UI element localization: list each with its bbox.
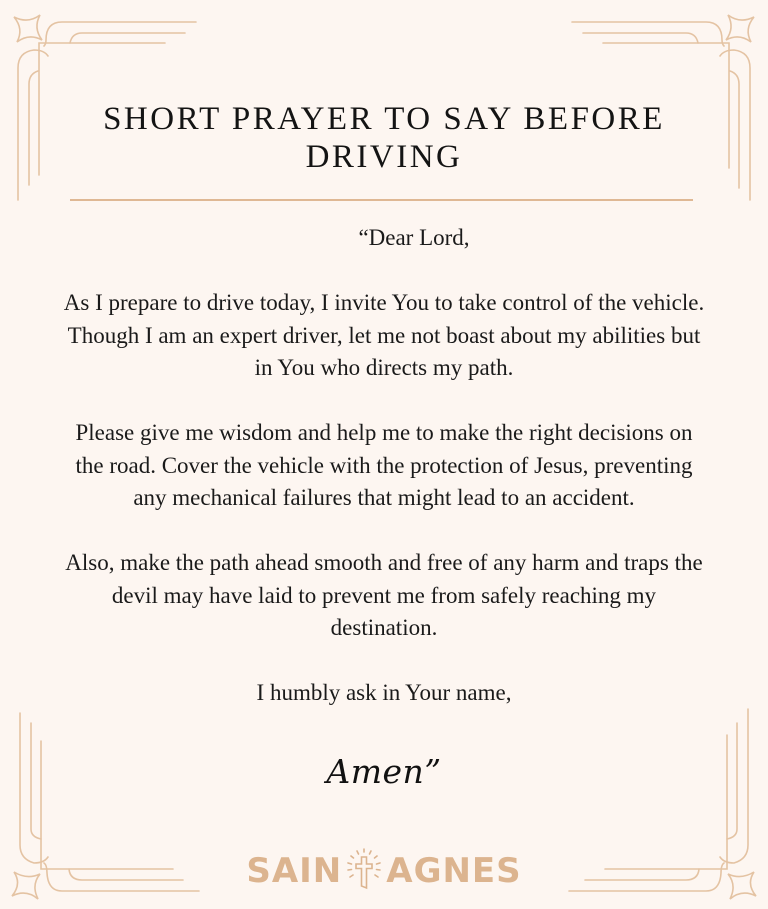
brand-logo <box>0 848 768 894</box>
prayer-body <box>60 222 708 742</box>
four-point-star-icon <box>726 15 754 42</box>
cross-with-rays-icon <box>344 848 384 894</box>
prayer-paragraph: Please give me wisdom and help me to make the right decisions on the road. Cover the vehicle with the protection of Jesus, preventing any mechanical failures that might lead to an accident. <box>75 420 693 510</box>
four-point-star-icon <box>14 15 42 42</box>
prayer-greeting: “Dear Lord, <box>358 225 470 250</box>
prayer-paragraph: As I prepare to drive today, I invite You to take control of the vehicle. Though I am an expert driver, let me not boast about my abilities but in You who directs my path. <box>63 290 705 380</box>
prayer-paragraph: Also, make the path ahead smooth and free of any harm and traps the devil may have laid to prevent me from safely reaching my destination. <box>65 550 703 640</box>
page-title: SHORT PRAYER TO SAY BEFORE DRIVING <box>103 101 665 175</box>
logo-text-left: SAIN <box>246 851 343 891</box>
prayer-closing: Amen” <box>326 752 442 791</box>
title-divider <box>70 199 693 201</box>
logo-text-right: AGNES <box>386 851 522 891</box>
prayer-paragraph: I humbly ask in Your name, <box>256 680 512 705</box>
